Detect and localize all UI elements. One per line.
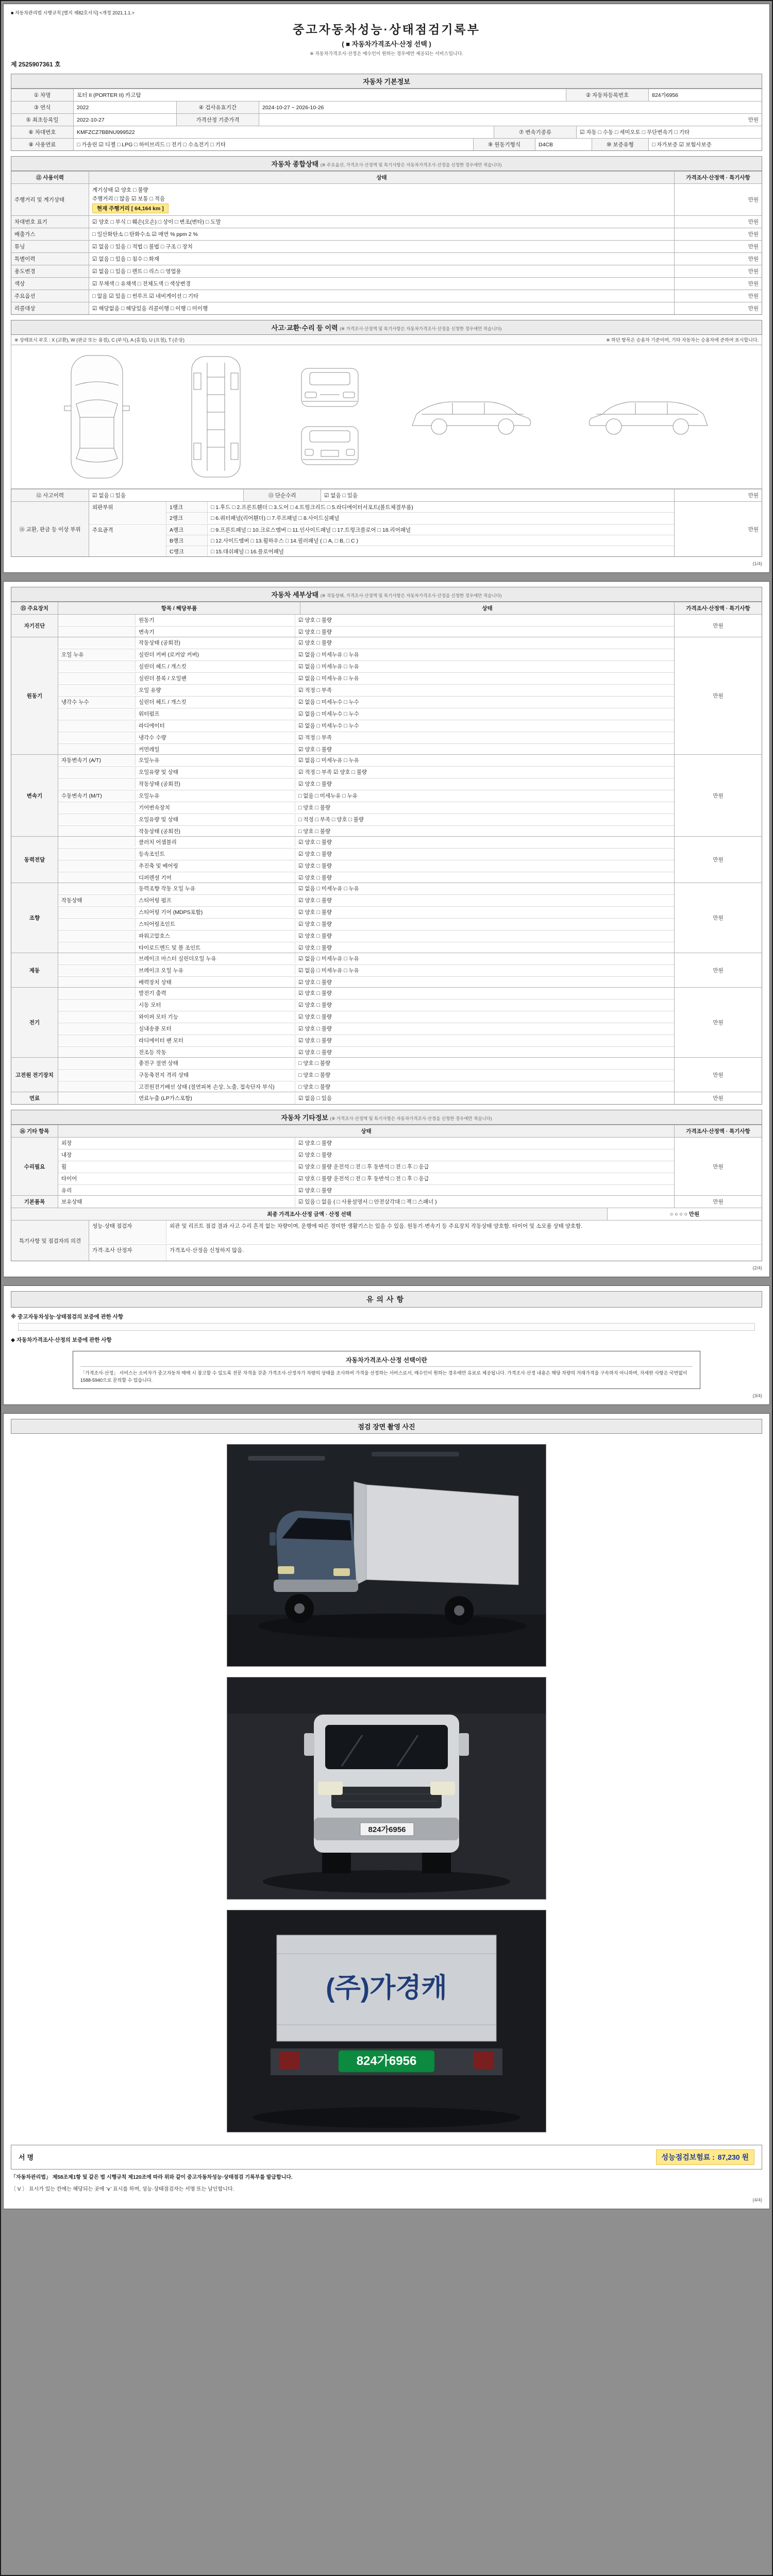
final-price-label: 최종 가격조사·산정 금액 · 산정 선택 — [11, 1208, 607, 1220]
row-label: 주요옵션 — [11, 290, 89, 302]
row-label: 주행거리 및 계기상태 — [11, 184, 89, 215]
rank-items: □ 9.프론트패널 □ 10.크로스멤버 □ 11.인사이드패널 □ 17.트렁크플로어 □ 18.리어패널 — [211, 527, 411, 533]
base-price-value: 만원 — [259, 114, 762, 126]
section-accident-note: (※ 가격조사·산정액 및 특기사항은 자동차가격조사·산정을 신청한 경우에만 적습니다) — [340, 326, 502, 331]
page-1 — [3, 4, 770, 573]
col-price: 가격조사·산정액 · 특기사항 — [674, 172, 762, 183]
rank-items: □ 1.후드 □ 2.프론트휀더 □ 3.도어 □ 4.트렁크리드 □ 5.라디에이터서포트(볼트체결부품) — [211, 504, 413, 511]
final-price-value: ○ ○ ○ ○ 만원 — [607, 1208, 762, 1220]
diagram-underbody-frame — [177, 352, 255, 481]
row-label: 특별이력 — [11, 253, 89, 265]
detail-row: 오일유량 및 상태 ☑ 적정 □ 부족 ☑ 양호 □ 불량 — [58, 766, 674, 777]
section-detail-note: (※ 작동상태, 가격조사·산정액 및 특기사항은 자동차가격조사·산정을 신청한 경우에만 적습니다) — [320, 593, 502, 598]
detail-row: 충전구 절연 상태 □ 양호 □ 불량 — [58, 1058, 674, 1068]
comprehensive-row — [11, 228, 762, 240]
document-subtitle: ( ■ 자동차가격조사·산정 선택 ) — [342, 40, 431, 48]
detail-group-highvoltage: 고전원 전기장치 충전구 절연 상태 □ 양호 □ 불량 구동축전지 격리 상태 □ 양호 □ 불량 고전원전기배선 상태 (절연피복 손상, 노출, 접속단자 부식) □ 양호 □ 불량 만원 — [11, 1057, 762, 1092]
comprehensive-row — [11, 215, 762, 228]
accident-history-label: ⑫ 사고이력 — [11, 489, 89, 501]
simple-repair-checkboxes: ☑ 없음 □ 있음 — [321, 489, 674, 501]
detail-row: 변속기 ☑ 양호 □ 불량 — [58, 626, 674, 637]
detail-group-steering: 조향 동력조향 작동 오일 누유 ☑ 없음 □ 미세누유 □ 누유 작동상태 스티어링 펌프 ☑ 양호 □ 불량 스티어링 기어 (MDPS포함) ☑ 양호 □ 불량 스티어링조인트 ☑ 양호 □ 불량 파워고압호스 ☑ 양호 □ 불량 타이로드엔드 및 볼 조인트 ☑ 양호 □ 불량 만원 — [11, 883, 762, 953]
page-marker-3: (3/4) — [752, 1393, 762, 1398]
diagram-side-view-right — [581, 393, 715, 442]
comprehensive-row — [11, 252, 762, 265]
first-registration-label: ⑤ 최초등록일 — [11, 114, 73, 126]
row-price: 만원 — [674, 228, 762, 240]
detail-row: 냉각수 누수 실린더 헤드 / 개스킷 ☑ 없음 □ 미세누수 □ 누수 — [58, 696, 674, 707]
etc-col-state: 상태 — [58, 1125, 674, 1137]
detail-row: 작동상태 (공회전) □ 양호 □ 불량 — [58, 825, 674, 836]
detail-row: 실린더 블록 / 오일팬 ☑ 없음 □ 미세누유 □ 누유 — [58, 672, 674, 683]
detail-group-brake: 제동 브레이크 마스터 실린더오일 누유 ☑ 없음 □ 미세누유 □ 누유 브레이크 오일 누유 ☑ 없음 □ 미세누유 □ 누유 배력장치 상태 ☑ 양호 □ 불량 만원 — [11, 953, 762, 987]
row-price: 만원 — [674, 241, 762, 252]
vin-label: ⑥ 차대번호 — [11, 126, 73, 138]
outer-panel-row — [166, 512, 674, 523]
page-2 — [3, 581, 770, 1277]
inspector-label: 성능·상태 점검자 — [89, 1221, 166, 1243]
rank-label: B랭크 — [166, 535, 208, 546]
detail-group-electric: 전기 발전기 출력 ☑ 양호 □ 불량 시동 모터 ☑ 양호 □ 불량 와이퍼 모터 기능 ☑ 양호 □ 불량 실내송풍 모터 ☑ 양호 □ 불량 라디에이터 팬 모터 ☑ 양호 □ 불량 전조등 작동 ☑ 양호 □ 불량 만원 — [11, 987, 762, 1057]
comprehensive-row — [11, 277, 762, 290]
detail-row: 스티어링 기어 (MDPS포함) ☑ 양호 □ 불량 — [58, 906, 674, 917]
detail-row: 디퍼렌셜 기어 ☑ 양호 □ 불량 — [58, 872, 674, 883]
detail-group-transmission: 변속기 자동변속기 (A/T) 오일누유 ☑ 없음 □ 미세누유 □ 누유 오일유량 및 상태 ☑ 적정 □ 부족 ☑ 양호 □ 불량 작동상태 (공회전) ☑ 양호 □ 불량 수동변속기 (M/T) 오일누유 □ 없음 □ 미세누유 □ 누유 기어변속장치 □ 양호 □ 불량 오일유량 및 상태 □ 적정 □ 부족 □ 양호 □ 불량 작동상태 (공회전) □ 양호 □ 불량 만원 — [11, 754, 762, 836]
inspection-photo-front — [227, 1677, 546, 1900]
detail-row: 작동상태 (공회전) ☑ 양호 □ 불량 — [58, 637, 674, 648]
row-state: □ 일산화탄소 □ 탄화수소 ☑ 매연 % ppm 2 % — [92, 231, 198, 238]
detail-row: 실내송풍 모터 ☑ 양호 □ 불량 — [58, 1023, 674, 1033]
document-subtitle-note: ※ 자동차가격조사·산정은 매수인이 원하는 경우에만 제공되는 서비스입니다. — [310, 51, 463, 56]
registration-number-value: 824가6956 — [648, 89, 762, 101]
etc-group-basic-items: 기본품목 보유상태 ☑ 있음 □ 없음 ( □ 사용설명서 □ 안전삼각대 □ 잭 □ 스패너 ) 만원 — [11, 1195, 762, 1208]
insurance-fee-label: 성능점검보험료 : — [661, 2153, 715, 2161]
etc-col-price: 가격조사·산정액 · 특기사항 — [674, 1125, 762, 1137]
criteria-box — [18, 1323, 755, 1331]
diagram-front-rear-column — [296, 363, 363, 470]
service-box-title: 자동차가격조사·산정 선택이란 — [80, 1355, 693, 1367]
row-label: 리콜대상 — [11, 302, 89, 314]
diagram-top-view — [58, 352, 136, 481]
etc-row: 타이어 ☑ 양호 □ 불량 운전석 □ 전 □ 후 동반석 □ 전 □ 후 □ 응급 — [58, 1173, 674, 1183]
row-label: 배출가스 — [11, 228, 89, 240]
exchange-price: 만원 — [674, 502, 762, 556]
detail-row: 구동축전지 격리 상태 □ 양호 □ 불량 — [58, 1069, 674, 1080]
final-price-row — [11, 1208, 762, 1220]
detail-row: 추진축 및 베어링 ☑ 양호 □ 불량 — [58, 860, 674, 871]
comprehensive-row — [11, 265, 762, 277]
row-price: 만원 — [674, 302, 762, 314]
etc-col-device: ⑯ 기타 항목 — [11, 1125, 58, 1137]
model-year-value: 2022 — [73, 101, 176, 113]
detail-row: 기어변속장치 □ 양호 □ 불량 — [58, 802, 674, 812]
detail-row: 라디에이터 팬 모터 ☑ 양호 □ 불량 — [58, 1035, 674, 1045]
detail-row: 와이퍼 모터 기능 ☑ 양호 □ 불량 — [58, 1011, 674, 1022]
detail-header — [11, 602, 762, 614]
frame-row — [166, 535, 674, 546]
signature-row — [11, 2145, 762, 2170]
outer-panel-label: 외판부위 — [89, 502, 166, 523]
detail-row: 라디에이터 ☑ 없음 □ 미세누수 □ 누수 — [58, 720, 674, 731]
detail-row: 브레이크 마스터 실린더오일 누유 ☑ 없음 □ 미세누유 □ 누유 — [58, 953, 674, 963]
detail-row: 워터펌프 ☑ 없음 □ 미세누수 □ 누수 — [58, 708, 674, 719]
transmission-checkboxes: ☑ 자동 □ 수동 □ 세미오토 □ 무단변속기 □ 기타 — [576, 126, 762, 138]
detail-row: 배력장치 상태 ☑ 양호 □ 불량 — [58, 976, 674, 987]
detail-row: 발전기 출력 ☑ 양호 □ 불량 — [58, 988, 674, 998]
detail-row: 자동변속기 (A/T) 오일누유 ☑ 없음 □ 미세누유 □ 누유 — [58, 755, 674, 765]
detail-row: 냉각수 수량 ☑ 적정 □ 부족 — [58, 732, 674, 742]
detail-group-engine: 원동기 작동상태 (공회전) ☑ 양호 □ 불량 오일 누유 실린더 커버 (로커암 커버) ☑ 없음 □ 미세누유 □ 누유 실린더 헤드 / 개스킷 ☑ 없음 □ 미세누유 □ 누유 실린더 블록 / 오일팬 ☑ 없음 □ 미세누유 □ 누유 오일 유량 ☑ 적정 □ 부족 냉각수 누수 실린더 헤드 / 개스킷 ☑ 없음 □ 미세누수 □ 누수 워터펌프 ☑ 없음 □ 미세누수 □ 누수 라디에이터 ☑ 없음 □ 미세누수 □ 누수 냉각수 수량 ☑ 적정 □ 부족 커먼레일 ☑ 양호 □ 불량 만원 — [11, 637, 762, 754]
rank-items: □ 15.대쉬패널 □ 16.플로어패널 — [211, 548, 284, 555]
detail-row: 파워고압호스 ☑ 양호 □ 불량 — [58, 930, 674, 941]
detail-group-powertrain: 동력전달 클러치 어셈블리 ☑ 양호 □ 불량 등속조인트 ☑ 양호 □ 불량 추진축 및 베어링 ☑ 양호 □ 불량 디퍼렌셜 기어 ☑ 양호 □ 불량 만원 — [11, 836, 762, 883]
remarks-row — [11, 1220, 762, 1261]
vehicle-name-label: ① 차명 — [11, 89, 73, 101]
comprehensive-header — [11, 171, 762, 183]
page-marker-2: (2/4) — [752, 1265, 762, 1270]
inspector-opinion: 외관 및 리프트 점검 결과 사고 수리 흔적 없는 차량이며, 운행에 따른 경미한 생활기스는 있을 수 있음. 원동기·변속기 등 주요장치 작동상태 양호함. 타이어 및 소모품 상태 양호함. — [170, 1223, 583, 1229]
row-state: ☑ 없음 □ 있음 □ 적법 □ 불법 □ 구조 □ 장치 — [92, 244, 193, 250]
detail-row: 커먼레일 ☑ 양호 □ 불량 — [58, 743, 674, 754]
detail-row: 오일 누유 실린더 커버 (로커암 커버) ☑ 없음 □ 미세누유 □ 누유 — [58, 649, 674, 659]
transmission-label: ⑦ 변속기종류 — [494, 126, 576, 138]
remarks-title: 특기사항 및 점검자의 의견 — [11, 1221, 89, 1261]
detail-row: 클러치 어셈블리 ☑ 양호 □ 불량 — [58, 837, 674, 847]
detail-row: 오일유량 및 상태 □ 적정 □ 부족 □ 양호 □ 불량 — [58, 814, 674, 824]
warranty-type-checkboxes: □ 자가보증 ☑ 보험사보증 — [648, 139, 762, 150]
title-block — [11, 20, 762, 57]
comprehensive-row — [11, 302, 762, 314]
engine-type-value: D4CB — [535, 139, 592, 150]
section-comprehensive-note: (※ 주요옵션, 가격조사·산정액 및 특기사항은 자동차가격조사·산정을 신청한 경우에만 적습니다) — [320, 162, 502, 167]
diagram-front-view — [296, 363, 363, 412]
col-item: 항목 / 해당부품 — [58, 602, 300, 614]
base-price-label: 가격산정 기준가격 — [176, 114, 259, 126]
row-state: 계기상태 ☑ 양호 □ 불량 — [92, 187, 148, 193]
outer-panel-row — [166, 502, 674, 512]
detail-row: 전조등 작동 ☑ 양호 □ 불량 — [58, 1046, 674, 1057]
section-etc: 자동차 기타정보 (※ 가격조사·산정액 및 특기사항은 자동차가격조사·산정을 신청한 경우에만 적습니다) — [11, 1110, 762, 1125]
detail-row: 스티어링조인트 ☑ 양호 □ 불량 — [58, 918, 674, 929]
detail-row: 고전원전기배선 상태 (절연피복 손상, 노출, 접속단자 부식) □ 양호 □ 불량 — [58, 1081, 674, 1092]
etc-row: 외장 ☑ 양호 □ 불량 — [58, 1138, 674, 1148]
detail-row: 브레이크 오일 누유 ☑ 없음 □ 미세누유 □ 누유 — [58, 964, 674, 975]
detail-row: 등속조인트 ☑ 양호 □ 불량 — [58, 848, 674, 859]
insurance-fee-badge — [656, 2149, 754, 2165]
rank-items: □ 12.사이드멤버 □ 13.휠하우스 □ 14.필러패널 ( □ A, □ B, □ C ) — [211, 537, 359, 544]
footer-check-note: 〔 V 〕 표시가 있는 칸에는 해당되는 곳에 '∨' 표시를 하며, 성능·상태점검자는 서명 또는 날인합니다. — [11, 2186, 234, 2192]
document-title: 중고자동차성능·상태점검기록부 — [293, 23, 480, 36]
comprehensive-row — [11, 290, 762, 302]
rank-label: 1랭크 — [166, 502, 208, 512]
notes-subtitle: ※ 중고자동차성능·상태점검의 보증에 관한 사항 — [11, 1314, 124, 1320]
first-registration-value: 2022-10-27 — [73, 114, 176, 126]
row-label: 차대번호 표기 — [11, 216, 89, 228]
detail-row: 시동 모터 ☑ 양호 □ 불량 — [58, 999, 674, 1010]
accident-history-checkboxes: ☑ 없음 □ 있음 — [89, 489, 243, 501]
row-state: ☑ 양호 □ 부식 □ 훼손(오손) □ 상이 □ 변조(변타) □ 도말 — [92, 219, 221, 225]
col-use-history: ⑪ 사용이력 — [11, 172, 89, 183]
model-year-label: ③ 연식 — [11, 101, 73, 113]
detail-row: 수동변속기 (M/T) 오일누유 □ 없음 □ 미세누유 □ 누유 — [58, 790, 674, 801]
inspection-validity-value: 2024-10-27 ~ 2026-10-26 — [259, 101, 762, 113]
warranty-type-label: ⑩ 보증유형 — [592, 139, 648, 150]
row-price: 만원 — [674, 184, 762, 215]
row-state: ☑ 없음 □ 있음 □ 침수 □ 화재 — [92, 256, 160, 262]
legend-note: ※ 하단 항목은 승용차 기준이며, 기타 자동차는 승용차에 준하여 표시합니다. — [606, 337, 759, 343]
fuel-checkboxes: □ 가솔린 ☑ 디젤 □ LPG □ 하이브리드 □ 전기 □ 수소전기 □ 기타 — [73, 139, 473, 150]
detail-row: 원동기 ☑ 양호 □ 불량 — [58, 615, 674, 625]
row-price: 만원 — [674, 265, 762, 277]
section-accident: 사고·교환·수리 등 이력 (※ 가격조사·산정액 및 특기사항은 자동차가격조사·산정을 신청한 경우에만 적습니다) — [11, 320, 762, 335]
basic-info-table — [11, 89, 762, 151]
exchange-label: ⑭ 교환, 판금 등 이상 부위 — [11, 502, 89, 556]
signature-label: 서명 — [19, 2154, 36, 2162]
etc-table — [11, 1125, 762, 1261]
simple-repair-label: ⑬ 단순수리 — [243, 489, 321, 501]
page-4 — [3, 1413, 770, 2209]
appraiser-opinion: 가격조사·산정을 신청하지 않음. — [170, 1247, 244, 1253]
row-state: ☑ 없음 □ 있음 □ 렌트 □ 리스 □ 영업용 — [92, 268, 181, 275]
registration-number-label: ② 자동차등록번호 — [566, 89, 648, 101]
row-price: 만원 — [674, 290, 762, 302]
diagram-rear-view — [296, 421, 363, 470]
main-frame-label: 주요골격 — [89, 524, 166, 556]
section-etc-note: (※ 가격조사·산정액 및 특기사항은 자동차가격조사·산정을 신청한 경우에만 적습니다) — [330, 1116, 492, 1121]
detail-row: 타이로드엔드 및 볼 조인트 ☑ 양호 □ 불량 — [58, 942, 674, 953]
appraiser-label: 가격·조사 산정자 — [89, 1245, 166, 1261]
row-price: 만원 — [674, 253, 762, 265]
etc-row: 내장 ☑ 양호 □ 불량 — [58, 1149, 674, 1160]
frame-row — [166, 524, 674, 535]
row-price: 만원 — [674, 278, 762, 290]
notes-title: 유의사항 — [11, 1291, 762, 1308]
vehicle-name-value: 포터 II (PORTER II) 카고탑 — [73, 89, 566, 101]
col-detail-state: 상태 — [300, 602, 674, 614]
rank-items: □ 6.쿼터패널(리어휀더) □ 7.루프패널 □ 8.사이드실패널 — [211, 515, 340, 521]
rank-label: A랭크 — [166, 524, 208, 535]
vehicle-diagrams — [11, 345, 762, 489]
mileage-highlight: 현재 주행거리 [ 64,164 km ] — [92, 204, 169, 213]
section-basic-info: 자동차 기본정보 — [11, 74, 762, 89]
inspection-photo-front-quarter — [227, 1444, 546, 1667]
diagram-side-view-left — [405, 393, 539, 442]
section-photos: 점검 장면 촬영 사진 — [11, 1419, 762, 1434]
rear-sign-text: (주)가경캐 — [326, 1973, 447, 2003]
section-comprehensive: 자동차 종합상태 (※ 주요옵션, 가격조사·산정액 및 특기사항은 자동차가격조사·산정을 신청한 경우에만 적습니다) — [11, 156, 762, 171]
etc-row: 보유상태 ☑ 있음 □ 없음 ( □ 사용설명서 □ 안전삼각대 □ 잭 □ 스패너 ) — [58, 1197, 674, 1207]
insurance-fee-value: 87,230 원 — [717, 2153, 749, 2161]
etc-header — [11, 1125, 762, 1137]
row-state: ☑ 무채색 □ 유채색 □ 전체도색 □ 색상변경 — [92, 281, 191, 287]
service-box-text: 「가격조사·산정」 서비스는 소비자가 중고자동차 매매 시 참고할 수 있도록 전문 자격을 갖춘 가격조사·산정자가 차량의 상태를 조사하여 가격을 산정하는 서비스로서, 매수인이 원하는 경우에만 유료로 제공됩니다. 가격조사·산정 내용은 해당 차량의 거래가격을 구속하지 아니하며, 자세한 사항은 국번없이 1588-5940으로 문의할 수 있습니다. — [80, 1370, 687, 1383]
col-detail-price: 가격조사·산정액 · 특기사항 — [674, 602, 762, 614]
page-marker-1: (1/4) — [752, 561, 762, 566]
etc-group-repair: 수리필요 외장 ☑ 양호 □ 불량 내장 ☑ 양호 □ 불량 휠 ☑ 양호 □ 불량 운전석 □ 전 □ 후 동반석 □ 전 □ 후 □ 응급 타이어 ☑ 양호 □ 불량 운전석 □ 전 □ 후 동반석 □ 전 □ 후 □ 응급 유리 ☑ 양호 □ 불량 만원 — [11, 1137, 762, 1195]
row-state-extra: 주행거리 □ 많음 ☑ 보통 □ 적음 — [92, 196, 165, 202]
footer-legal-line: 「자동차관리법」 제58조제1항 및 같은 법 시행규칙 제120조에 따라 위와 같이 중고자동차성능·상태점검 기록부를 발급합니다. — [11, 2174, 293, 2180]
section-detail: 자동차 세부상태 (※ 작동상태, 가격조사·산정액 및 특기사항은 자동차가격조사·산정을 신청한 경우에만 적습니다) — [11, 587, 762, 602]
row-price: 만원 — [674, 216, 762, 228]
accident-price: 만원 — [674, 489, 762, 501]
detail-row: 실린더 헤드 / 개스킷 ☑ 없음 □ 미세누유 □ 누유 — [58, 660, 674, 671]
accident-legend — [11, 335, 762, 345]
legend-codes: ※ 상태표시 부호 : X (교환), W (판금 또는 용접), C (부식), A (흠집), U (요철), T (손상) — [14, 337, 184, 343]
form-reference: ■ 자동차관리법 시행규칙 [별지 제82호서식] <개정 2021.1.1.> — [11, 10, 135, 15]
detail-row: 동력조향 작동 오일 누유 ☑ 없음 □ 미세누유 □ 누유 — [58, 883, 674, 893]
rear-plate-text: 824가6956 — [356, 2054, 417, 2068]
detail-group-selfdiagnosis: 자기진단 원동기 ☑ 양호 □ 불량 변속기 ☑ 양호 □ 불량 만원 — [11, 614, 762, 637]
detail-row: 작동상태 스티어링 펌프 ☑ 양호 □ 불량 — [58, 894, 674, 905]
engine-type-label: ⑨ 원동기형식 — [473, 139, 535, 150]
col-state: 상태 — [89, 172, 674, 183]
col-device: ⑮ 주요장치 — [11, 602, 58, 614]
detail-row: 오일 유량 ☑ 적정 □ 부족 — [58, 684, 674, 695]
service-definition-box — [73, 1351, 700, 1389]
page-3 — [3, 1285, 770, 1405]
inspection-validity-label: ④ 검사유효기간 — [176, 101, 259, 113]
row-state: □ 없음 ☑ 있음 □ 썬루프 ☑ 네비게이션 □ 기타 — [92, 293, 199, 299]
frame-row — [166, 546, 674, 556]
row-label: 튜닝 — [11, 241, 89, 252]
etc-row: 유리 ☑ 양호 □ 불량 — [58, 1184, 674, 1195]
vin-value: KMFZCZ7BBNU999522 — [73, 126, 494, 138]
rank-label: 2랭크 — [166, 513, 208, 523]
etc-row: 휠 ☑ 양호 □ 불량 운전석 □ 전 □ 후 동반석 □ 전 □ 후 □ 응급 — [58, 1161, 674, 1172]
front-plate-text: 824가6956 — [368, 1825, 406, 1834]
document-number: 제 2525907361 호 — [11, 61, 61, 68]
comprehensive-row — [11, 183, 762, 215]
fuel-label: ⑧ 사용연료 — [11, 139, 73, 150]
detail-group-fuel: 연료 연료누출 (LP가스포함) ☑ 없음 □ 있음 만원 — [11, 1092, 762, 1104]
page-marker-4: (4/4) — [752, 2197, 762, 2202]
detail-row: 연료누출 (LP가스포함) ☑ 없음 □ 있음 — [58, 1093, 674, 1104]
detail-row: 작동상태 (공회전) ☑ 양호 □ 불량 — [58, 778, 674, 789]
detail-table — [11, 602, 762, 1105]
row-label: 색상 — [11, 278, 89, 290]
comprehensive-row — [11, 240, 762, 252]
accident-history-table — [11, 489, 762, 557]
price-notes-title: ◆ 자동차가격조사·산정의 보증에 관한 사항 — [11, 1337, 112, 1343]
rank-label: C랭크 — [166, 546, 208, 556]
row-label: 용도변경 — [11, 265, 89, 277]
comprehensive-table — [11, 171, 762, 315]
inspection-photo-rear-plate — [227, 1910, 546, 2132]
row-state: ☑ 해당없음 □ 해당있음 리콜이행 □ 이행 □ 미이행 — [92, 306, 208, 312]
